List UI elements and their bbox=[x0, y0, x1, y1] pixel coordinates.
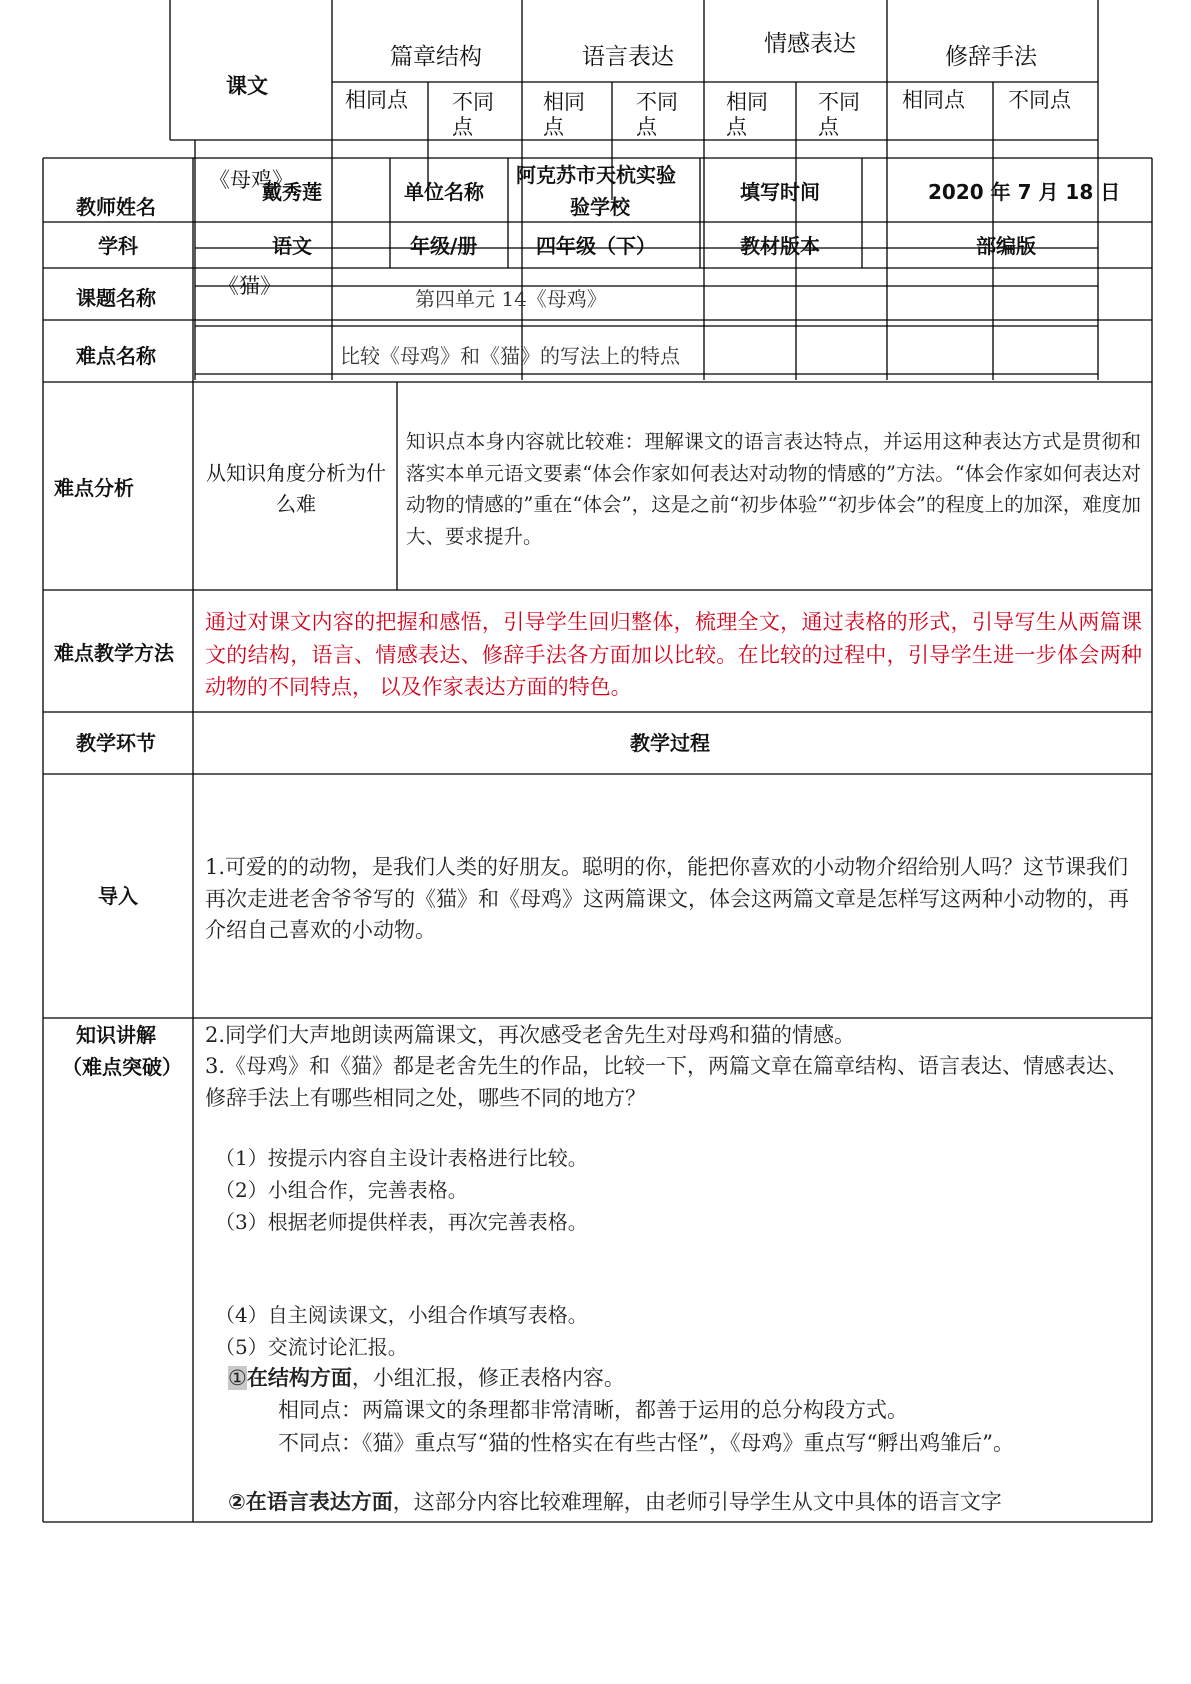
header-language: 语言表达 bbox=[582, 44, 674, 70]
step-3: （3）根据老师提供样表，再次完善表格。 bbox=[215, 1210, 588, 1234]
sub-header-same: 相同点 bbox=[902, 88, 965, 112]
step-5: （5）交流讨论汇报。 bbox=[215, 1335, 408, 1359]
subject-value: 语文 bbox=[272, 234, 312, 258]
unit-value-line2: 验学校 bbox=[570, 195, 630, 219]
same-point: 相同点：两篇课文的条理都非常清晰，都善于运用的总分构段方式。 bbox=[278, 1398, 908, 1422]
step-2: （2）小组合作，完善表格。 bbox=[215, 1178, 468, 1202]
header-emotion: 情感表达 bbox=[764, 31, 856, 57]
analysis-text: 知识点本身内容就比较难：理解课文的语言表达特点，并运用这种表达方式是贯彻和落实本单元语文要素“体会作家如何表达对动物的情感的”方法。“体会作家如何表达对动物的情感的”重在“体会”，这是之前“初步体验”“初步体会”的程度上的加深，难度加大、要求提升。 bbox=[406, 430, 1141, 548]
unit-value-line1: 阿克苏市天杭实验 bbox=[516, 163, 676, 187]
analysis-label: 难点分析 bbox=[54, 476, 134, 500]
topic-label: 课题名称 bbox=[76, 286, 156, 310]
teacher-value: 戴秀莲 bbox=[262, 180, 322, 204]
edition-label: 教材版本 bbox=[740, 234, 820, 258]
teacher-label: 教师姓名 bbox=[76, 195, 156, 219]
intro-label: 导入 bbox=[98, 884, 138, 908]
grade-value: 四年级（下） bbox=[536, 234, 656, 258]
knowledge-line-2: 2.同学们大声地朗读两篇课文，再次感受老舍先生对母鸡和猫的情感。 bbox=[205, 1023, 856, 1047]
edition-value: 部编版 bbox=[976, 234, 1036, 258]
time-value: 2020 年 7 月 18 日 bbox=[928, 180, 1121, 204]
sub-header-diff: 不同 点 bbox=[452, 90, 494, 140]
time-label: 填写时间 bbox=[740, 180, 820, 204]
knowledge-label-2: （难点突破） bbox=[62, 1055, 182, 1079]
sub-header-diff: 不同 点 bbox=[818, 90, 860, 140]
sub-header-same: 相同 点 bbox=[543, 90, 585, 140]
analysis-sub-label: 从知识角度分析为什么难 bbox=[206, 461, 386, 516]
header-structure: 篇章结构 bbox=[390, 44, 482, 70]
diff-point: 不同点：《猫》重点写“猫的性格实在有些古怪”，《母鸡》重点写“孵出鸡雏后”。 bbox=[278, 1431, 1014, 1455]
row-label-cat: 《猫》 bbox=[218, 274, 281, 298]
sub-header-diff: 不同点 bbox=[1008, 88, 1071, 112]
structure-heading: 在结构方面 bbox=[246, 1366, 352, 1390]
language-heading: 在语言表达方面 bbox=[245, 1490, 393, 1514]
grade-label: 年级/册 bbox=[410, 234, 478, 258]
subject-label: 学科 bbox=[98, 234, 138, 258]
step-1: （1）按提示内容自主设计表格进行比较。 bbox=[215, 1146, 588, 1170]
intro-text: 1.可爱的的动物，是我们人类的好朋友。聪明的你，能把你喜欢的小动物介绍给别人吗？这节课我们再次走进老舍爷爷写的《猫》和《母鸡》这两篇课文，体会这两篇文章是怎样写这两种小动物的，再介绍自己喜欢的小动物。 bbox=[205, 855, 1129, 942]
language-report bbox=[228, 1492, 1002, 1513]
knowledge-label-1: 知识讲解 bbox=[76, 1023, 156, 1047]
sub-header-same: 相同点 bbox=[345, 88, 408, 112]
topic-value: 第四单元 14《母鸡》 bbox=[415, 287, 607, 311]
method-label: 难点教学方法 bbox=[54, 641, 174, 665]
circled-two: ② bbox=[228, 1490, 246, 1514]
method-text: 通过对课文内容的把握和感悟，引导学生回归整体，梳理全文，通过表格的形式，引导写生从两篇课文的结构，语言、情感表达、修辞手法各方面加以比较。在比较的过程中，引导学生进一步体会两种动物的不同特点， 以及作家表达方面的特色。 bbox=[205, 610, 1142, 700]
process-label: 教学过程 bbox=[630, 731, 710, 755]
col-text-header: 课文 bbox=[226, 74, 268, 98]
sub-header-diff: 不同 点 bbox=[636, 90, 678, 140]
structure-rest: ，小组汇报，修正表格内容。 bbox=[351, 1366, 625, 1390]
structure-report bbox=[228, 1368, 625, 1389]
unit-label: 单位名称 bbox=[404, 180, 484, 204]
circled-one: ① bbox=[228, 1366, 247, 1390]
step-4: （4）自主阅读课文，小组合作填写表格。 bbox=[215, 1303, 588, 1327]
stage-label: 教学环节 bbox=[76, 731, 156, 755]
sub-header-same: 相同 点 bbox=[726, 90, 768, 140]
language-rest: ，这部分内容比较难理解，由老师引导学生从文中具体的语言文字 bbox=[392, 1490, 1002, 1514]
difficulty-value: 比较《母鸡》和《猫》的写法上的特点 bbox=[340, 344, 680, 368]
difficulty-label: 难点名称 bbox=[76, 344, 156, 368]
knowledge-line-3: 3.《母鸡》和《猫》都是老舍先生的作品，比较一下，两篇文章在篇章结构、语言表达、情感表达、修辞手法上有哪些相同之处，哪些不同的地方？ bbox=[205, 1054, 1129, 1110]
row-label-hen: 《母鸡》 bbox=[209, 168, 293, 192]
header-rhetoric: 修辞手法 bbox=[945, 44, 1037, 70]
